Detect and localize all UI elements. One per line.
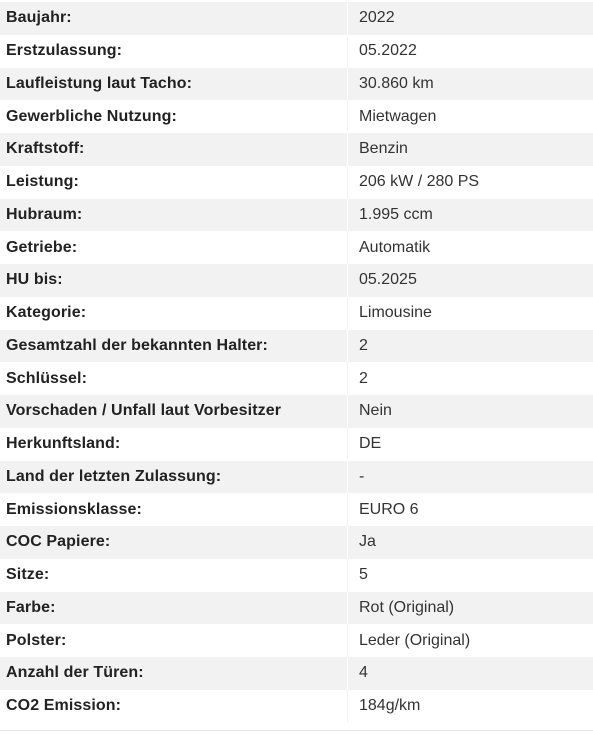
- spec-value: Leder (Original): [359, 631, 471, 649]
- spec-row: [0, 35, 593, 68]
- spec-value: 2: [359, 369, 368, 387]
- spec-value: 206 kW / 280 PS: [359, 173, 480, 191]
- spec-value: -: [359, 467, 365, 485]
- spec-value: Mietwagen: [359, 107, 437, 125]
- spec-value: 5: [359, 566, 368, 584]
- spec-label: COC Papiere:: [6, 533, 111, 551]
- spec-label: Vorschaden / Unfall laut Vorbesitzer: [6, 402, 282, 420]
- spec-row: [0, 461, 593, 494]
- spec-row: [0, 592, 593, 625]
- spec-value: 4: [359, 664, 368, 682]
- vehicle-spec-table: [0, 2, 593, 723]
- spec-row: [0, 428, 593, 461]
- spec-value: 05.2022: [359, 42, 417, 60]
- spec-value: Automatik: [359, 238, 431, 256]
- spec-row: [0, 526, 593, 559]
- spec-value: 2: [359, 336, 368, 354]
- spec-label: Herkunftsland:: [6, 435, 121, 453]
- spec-row: [0, 2, 593, 35]
- spec-row: [0, 493, 593, 526]
- spec-label: Anzahl der Türen:: [6, 664, 144, 682]
- spec-value: Limousine: [359, 304, 432, 322]
- spec-label: Gewerbliche Nutzung:: [6, 107, 177, 125]
- spec-label: Baujahr:: [6, 9, 72, 27]
- spec-value: Rot (Original): [359, 598, 455, 616]
- spec-row: [0, 264, 593, 297]
- spec-value: DE: [359, 435, 382, 453]
- spec-row: [0, 199, 593, 232]
- spec-value: 2022: [359, 9, 395, 27]
- spec-label: Getriebe:: [6, 238, 78, 256]
- spec-label: Leistung:: [6, 173, 79, 191]
- spec-value: 184g/km: [359, 697, 421, 715]
- spec-row: [0, 133, 593, 166]
- spec-label: Emissionsklasse:: [6, 500, 142, 518]
- spec-row: [0, 166, 593, 199]
- spec-row: [0, 100, 593, 133]
- spec-value: Ja: [359, 533, 376, 551]
- spec-row: [0, 657, 593, 690]
- spec-label: Land der letzten Zulassung:: [6, 467, 222, 485]
- spec-label: Hubraum:: [6, 205, 83, 223]
- spec-label: CO2 Emission:: [6, 697, 122, 715]
- spec-row: [0, 330, 593, 363]
- spec-label: Laufleistung laut Tacho:: [6, 74, 193, 92]
- spec-row: [0, 362, 593, 395]
- spec-label: Schlüssel:: [6, 369, 88, 387]
- spec-label: Kategorie:: [6, 304, 87, 322]
- spec-label: Gesamtzahl der bekannten Halter:: [6, 336, 268, 354]
- spec-label: Kraftstoff:: [6, 140, 85, 158]
- spec-label: Polster:: [6, 631, 67, 649]
- spec-row: [0, 559, 593, 592]
- spec-value: Nein: [359, 402, 392, 420]
- spec-row: [0, 624, 593, 657]
- spec-row: [0, 297, 593, 330]
- spec-label: Farbe:: [6, 598, 56, 616]
- spec-value: 1.995 ccm: [359, 205, 433, 223]
- table-bottom-divider: [0, 730, 593, 731]
- spec-row: [0, 231, 593, 264]
- spec-value: EURO 6: [359, 500, 419, 518]
- spec-value: 05.2025: [359, 271, 417, 289]
- spec-row: [0, 68, 593, 101]
- spec-label: HU bis:: [6, 271, 63, 289]
- spec-row: [0, 395, 593, 428]
- spec-label: Erstzulassung:: [6, 42, 123, 60]
- spec-value: 30.860 km: [359, 74, 434, 92]
- spec-value: Benzin: [359, 140, 408, 158]
- spec-row: [0, 690, 593, 723]
- spec-label: Sitze:: [6, 566, 50, 584]
